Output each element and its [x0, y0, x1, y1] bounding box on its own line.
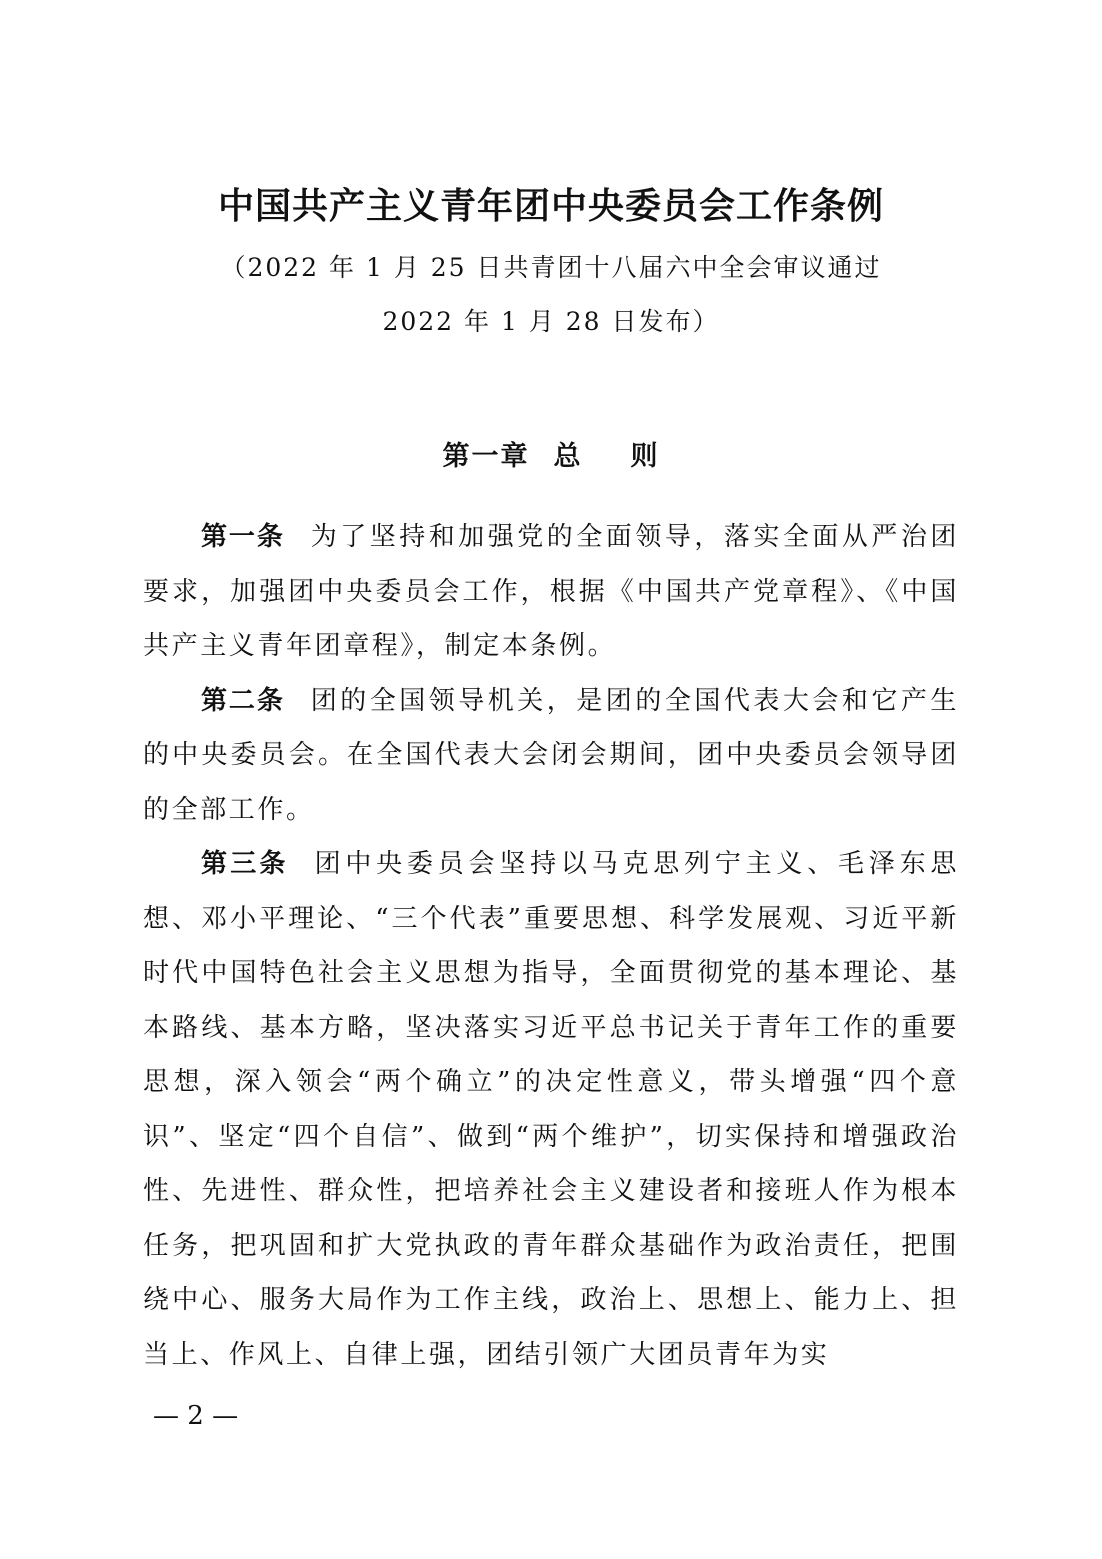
article-text: 团中央委员会坚持以马克思列宁主义、毛泽东思想、邓小平理论、“三个代表”重要思想、科学发展观、习近平新时代中国特色社会主义思想为指导，全面贯彻党的基本理论、基本路线、基本方略，坚决落实习近平总书记关于青年工作的重要思想，深入领会“两个确立”的决定性意义，带头增强“四个意识”、坚定“四个自信”、做到“两个维护”，切实保持和增强政治性、先进性、群众性，把培养社会主义建设者和接班人作为根本任务，把巩固和扩大党执政的青年群众基础作为政治责任，把围绕中心、服务大局作为工作主线，政治上、思想上、能力上、担当上、作风上、自律上强，团结引领广大团员青年为实: [143, 849, 959, 1370]
adoption-note: （2022 年 1 月 25 日共青团十八届六中全会审议通过: [220, 253, 882, 282]
article-label: 第一条: [201, 522, 285, 552]
chapter-number: 第一章: [442, 441, 530, 472]
article-3: [143, 837, 959, 1382]
article-2: [143, 674, 959, 838]
chapter-heading: [0, 437, 1102, 477]
document-body: [143, 510, 959, 1382]
article-1: [143, 510, 959, 674]
article-label: 第二条: [201, 685, 285, 716]
article-text: 团的全国领导机关，是团的全国代表大会和它产生的中央委员会。在全国代表大会闭会期间，团中央委员会领导团的全部工作。: [143, 685, 959, 825]
chapter-name-part1: 总: [553, 441, 583, 472]
article-label: 第三条: [201, 849, 289, 879]
publication-date: 2022 年 1 月 28 日发布）: [382, 307, 720, 336]
document-title: 中国共产主义青年团中央委员会工作条例: [217, 186, 884, 227]
chapter-name-part2: 则: [630, 441, 660, 472]
article-text: 为了坚持和加强党的全面领导，落实全面从严治团要求，加强团中央委员会工作，根据《中国共产党章程》、《中国共产主义青年团章程》，制定本条例。: [143, 522, 959, 661]
page-number: — 2 —: [153, 1401, 239, 1431]
